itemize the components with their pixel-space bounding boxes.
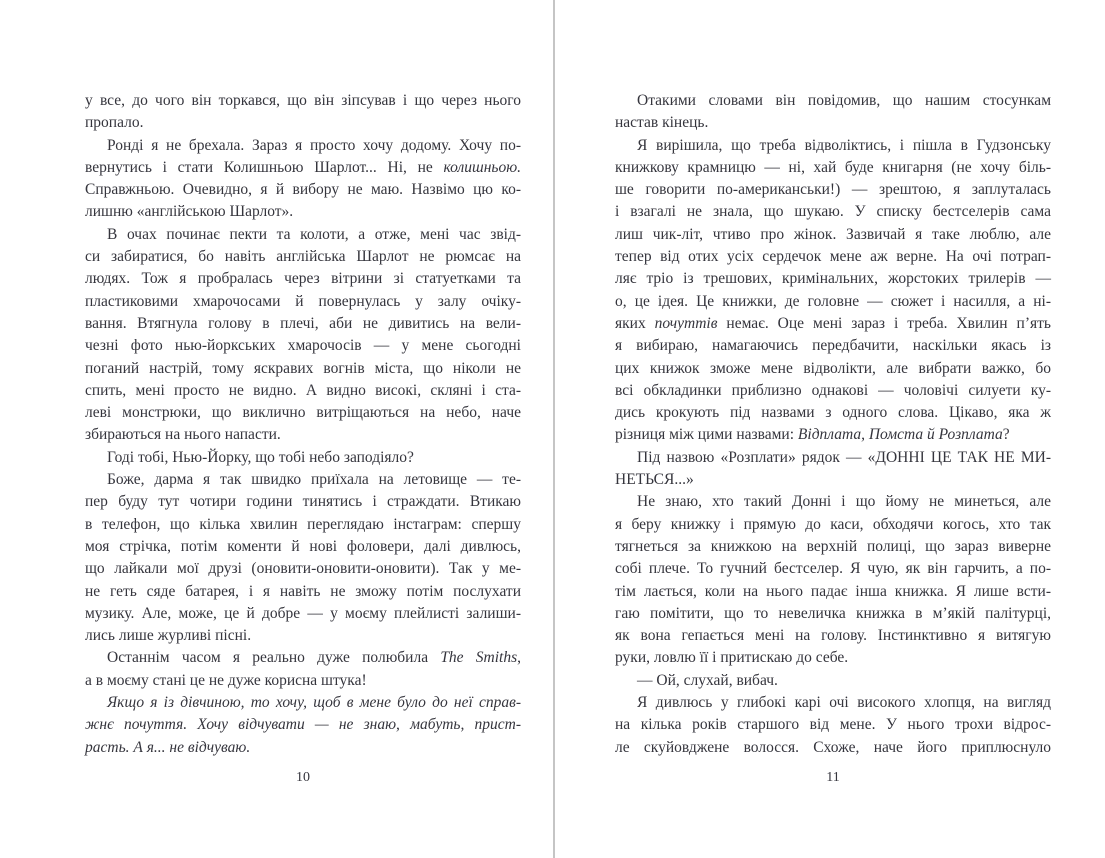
text-line xyxy=(85,647,521,669)
text-segment: цих книжок зможе мене відволікти, але вибрати важко, бо xyxy=(615,359,1051,377)
text-segment: поганий настрій, тому яскравих вогнів міста, що ніколи не xyxy=(85,359,521,377)
text-line xyxy=(85,692,521,714)
text-segment: леві монстрюки, що виклично витріщаються на небо, наче xyxy=(85,404,521,422)
text-segment: лиш чик-літ, чтиво про жінок. Зазвичай я таке люблю, але xyxy=(615,225,1051,243)
text-segment: тім лається, коли на нього падає інша книжка. Я лише всти- xyxy=(615,582,1051,600)
text-line xyxy=(85,201,521,223)
text-segment: В очах починає пекти та колоти, а отже, мені час звід- xyxy=(107,225,521,243)
text-segment: вернутись і стати Колишньою Шарлот... Ні, не xyxy=(85,158,444,176)
text-line xyxy=(85,514,521,536)
text-line xyxy=(615,737,1051,759)
text-segment-italic: Якщо я із дівчиною, то хочу, щоб в мене було до неї справ- xyxy=(107,694,521,712)
text-segment: Справжньою. Очевидно, я й вибору не маю. Назвімо цю ко- xyxy=(85,181,521,199)
text-line xyxy=(615,179,1051,201)
text-segment: Годі тобі, Нью-Йорку, що тобі небо заподіяло? xyxy=(107,448,414,466)
page-left-text xyxy=(85,90,521,759)
text-line xyxy=(85,179,521,201)
text-segment: я вибираю, намагаючись передбачити, наскільки якась із xyxy=(615,337,1051,355)
text-line xyxy=(615,313,1051,335)
text-segment-italic: Відплата, Помста й Розплата xyxy=(797,426,1003,444)
text-line xyxy=(615,647,1051,669)
text-segment: збираються на нього напасти. xyxy=(85,426,281,444)
text-line xyxy=(85,402,521,424)
text-segment-italic: The Smiths xyxy=(440,649,518,667)
text-segment: лись лише журливі пісні. xyxy=(85,627,252,645)
text-segment: ? xyxy=(1002,426,1010,444)
text-segment: і взагалі не знала, що шукаю. У списку бестселерів сама xyxy=(615,203,1051,221)
text-line xyxy=(615,157,1051,179)
text-line xyxy=(615,714,1051,736)
text-line xyxy=(85,313,521,335)
text-segment: як вона гепається мені на голову. Інстинктивно я витягую xyxy=(615,627,1051,645)
text-segment: не геть сяде батарея, і я навіть не зможу потім послухати xyxy=(85,582,521,600)
text-line xyxy=(615,135,1051,157)
text-line xyxy=(615,335,1051,357)
text-line xyxy=(85,291,521,313)
text-segment: спить, мені просто не видно. А видно високі, скляні і ста- xyxy=(85,381,521,399)
text-segment: чезні фото нью-йоркських хмарочосів — у мене сьогодні xyxy=(85,337,521,355)
text-line xyxy=(85,469,521,491)
text-segment: пластиковими хмарочосами й повернулась у залу очіку- xyxy=(85,292,521,310)
text-segment: о, це ідея. Це книжки, де головне — сюжет і насилля, а ні- xyxy=(615,292,1051,310)
text-segment: Отакими словами він повідомив, що нашим стосункам xyxy=(637,92,1051,109)
text-line xyxy=(615,291,1051,313)
text-segment: дись крокують під назвами з одного слова. Цікаво, яка ж xyxy=(615,404,1051,422)
text-line xyxy=(615,246,1051,268)
text-segment: — Ой, слухай, вибач. xyxy=(637,671,778,689)
text-line xyxy=(615,224,1051,246)
page-left-number: 10 xyxy=(296,770,310,785)
text-segment: людях. Тож я пробралась через вітрини зі статуетками та xyxy=(85,270,521,288)
text-segment: всі обкладинки приблизно однакові — чоловічі силуети ку- xyxy=(615,381,1051,399)
text-segment: гаю помітити, що то невеличка книжка в м’якій палітурці, xyxy=(615,604,1051,622)
text-line xyxy=(85,157,521,179)
text-segment: книжкову крамницю — ні, хай буде книгарня (не хочу біль- xyxy=(615,158,1051,176)
text-segment: руки, ловлю її і притискаю до себе. xyxy=(615,649,849,667)
text-segment: вання. Втягнула голову в плечі, аби не дивитись на вели- xyxy=(85,314,521,332)
text-segment: яких xyxy=(615,314,655,332)
text-segment: різниця між цими назвами: xyxy=(615,426,798,444)
text-segment: си забиратися, бо навіть англійська Шарлот не рюмсає на xyxy=(85,248,521,266)
text-line xyxy=(85,491,521,513)
text-line xyxy=(85,358,521,380)
text-line xyxy=(85,581,521,603)
text-line xyxy=(85,625,521,647)
text-segment-italic: почуттів xyxy=(654,314,718,332)
text-line xyxy=(85,558,521,580)
page-right-number: 11 xyxy=(826,770,840,785)
text-segment: у все, до чого він торкався, що він зіпсував і що через нього xyxy=(85,92,521,109)
text-segment: Ронді я не брехала. Зараз я просто хочу додому. Хочу по- xyxy=(107,136,521,154)
text-segment: собі плече. То гучний бестселер. Я чую, як він гарчить, а по- xyxy=(615,560,1051,578)
text-line xyxy=(85,536,521,558)
text-line xyxy=(615,692,1051,714)
text-line xyxy=(85,268,521,290)
text-segment: Я вирішила, що треба відволіктись, і пішла в Гудзонську xyxy=(637,136,1051,154)
text-segment: Боже, дарма я так швидко приїхала на летовище — те- xyxy=(107,471,521,489)
text-segment: я беру книжку і прямую до каси, обходячи когось, хто так xyxy=(615,515,1051,533)
text-line xyxy=(85,447,521,469)
text-line xyxy=(615,491,1051,513)
text-line xyxy=(615,358,1051,380)
text-segment: Під назвою «Розплати» рядок — «ДОННІ ЦЕ ТАК НЕ МИ- xyxy=(637,448,1051,466)
text-segment: а в моєму стані це не дуже корисна штука! xyxy=(85,671,367,689)
text-line xyxy=(615,112,1051,134)
text-segment: тепер від отих усіх сердечок мене аж верне. На очі потрап- xyxy=(615,248,1051,266)
text-line xyxy=(85,112,521,134)
text-line xyxy=(85,670,521,692)
text-line xyxy=(615,625,1051,647)
text-line xyxy=(615,424,1051,446)
text-line xyxy=(85,335,521,357)
text-segment: пропало. xyxy=(85,114,144,132)
text-segment: пер буду тут чотири години тинятись і страждати. Втикаю xyxy=(85,493,521,511)
text-segment: моя стрічка, потім коменти й нові фоловери, далі дивлюсь, xyxy=(85,537,521,555)
text-segment: що лайкали мої друзі (оновити-оновити-оновити). Так у ме- xyxy=(85,560,521,578)
text-segment: , xyxy=(517,649,521,667)
text-segment: ляє тріо із трешових, кримінальних, жорстоких трилерів — xyxy=(615,270,1051,288)
text-segment: ше говорити по-американськи!) — зрештою, я заплуталась xyxy=(615,181,1051,199)
text-line xyxy=(615,447,1051,469)
text-line xyxy=(85,737,521,759)
text-line xyxy=(85,424,521,446)
text-line xyxy=(615,603,1051,625)
text-line xyxy=(615,536,1051,558)
text-segment: на кілька років старшого від мене. У нього трохи відрос- xyxy=(615,716,1051,734)
text-segment: немає. Оце мені зараз і треба. Хвилин п’ять xyxy=(717,314,1051,332)
text-segment-italic: жнє почуття. Хочу відчувати — не знаю, мабуть, прист- xyxy=(85,716,521,734)
text-segment: Я дивлюсь у глибокі карі очі високого хлопця, на вигляд xyxy=(637,694,1051,712)
text-line xyxy=(615,581,1051,603)
text-line xyxy=(615,402,1051,424)
text-line xyxy=(615,90,1051,112)
text-line xyxy=(615,558,1051,580)
text-line xyxy=(615,268,1051,290)
text-line xyxy=(85,714,521,736)
text-line xyxy=(85,603,521,625)
text-segment: НЕТЬСЯ...» xyxy=(615,471,694,489)
text-line xyxy=(615,670,1051,692)
text-segment: ле скуйовджене волосся. Схоже, наче його приплюснуло xyxy=(615,738,1051,756)
text-segment: Останнім часом я реально дуже полюбила xyxy=(107,649,441,667)
text-line xyxy=(615,469,1051,491)
text-segment: настав кінець. xyxy=(615,114,709,132)
text-segment-italic: колишньою. xyxy=(443,158,521,176)
text-line xyxy=(85,224,521,246)
text-line xyxy=(85,90,521,112)
text-segment: лишню «англійською Шарлот». xyxy=(85,203,294,221)
text-segment-italic: расть. А я... не відчуваю. xyxy=(85,738,251,756)
text-line xyxy=(85,380,521,402)
text-segment: тягнеться за книжкою на верхній полиці, що зараз виверне xyxy=(615,537,1051,555)
text-line xyxy=(615,201,1051,223)
page-right-text xyxy=(615,90,1051,759)
text-line xyxy=(615,514,1051,536)
text-line xyxy=(85,246,521,268)
text-line xyxy=(85,135,521,157)
text-segment: Не знаю, хто такий Донні і що йому не минеться, але xyxy=(637,493,1051,511)
text-segment: музику. Але, може, це й добре — у моєму плейлисті залиши- xyxy=(85,604,521,622)
text-segment: в телефон, що кілька хвилин переглядаю інстаграм: спершу xyxy=(85,515,521,533)
page-right xyxy=(555,0,1105,858)
text-line xyxy=(615,380,1051,402)
